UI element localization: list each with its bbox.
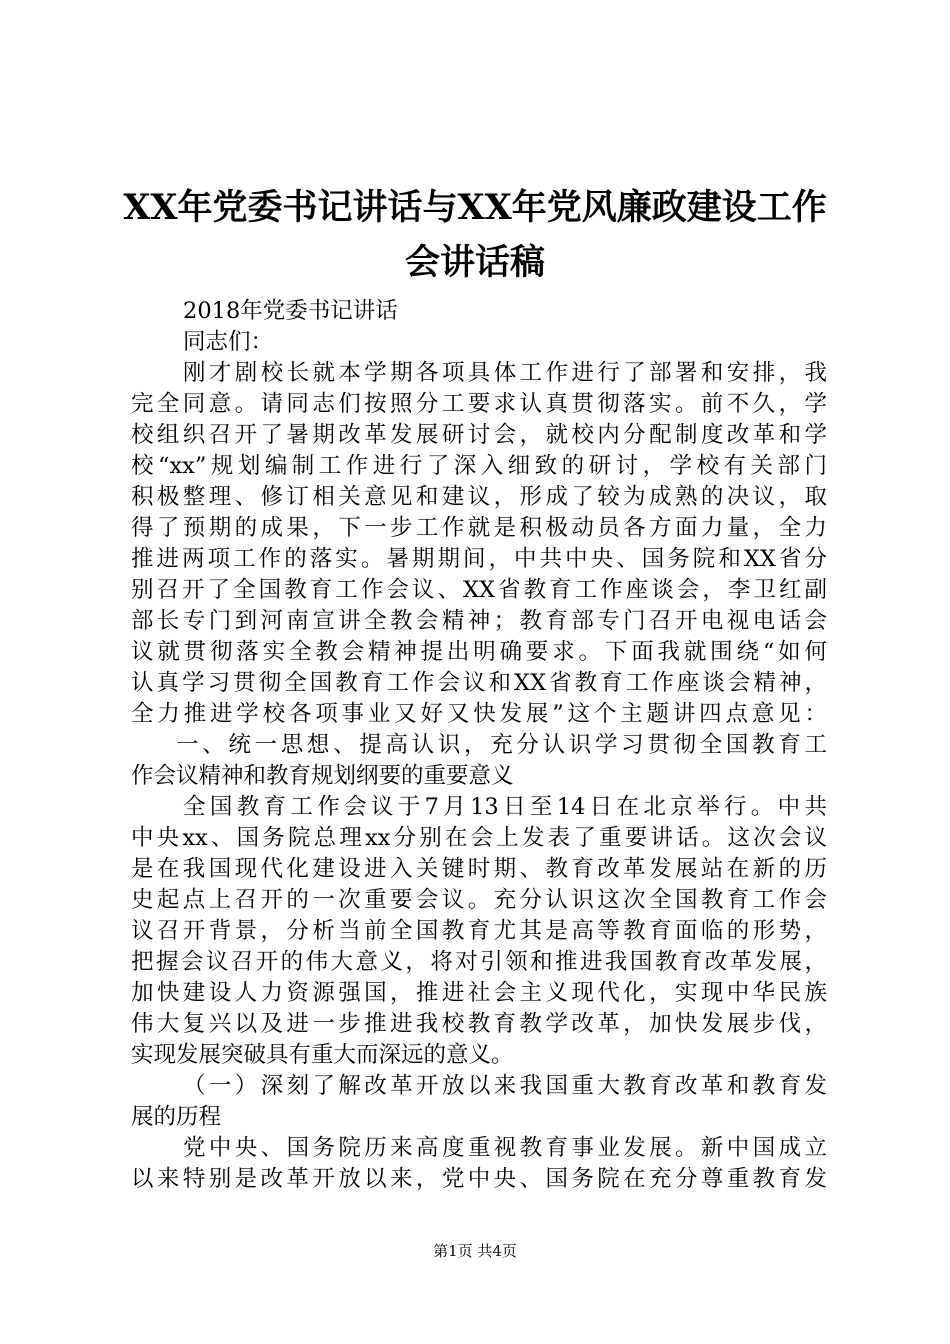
text-line: 展的历程 (131, 1104, 222, 1130)
text-line: 认真学习贯彻全国教育工作会议和XX省教育工作座谈会精神， (131, 670, 827, 696)
text-line: （一）深刻了解改革开放以来我国重大教育改革和教育发 (183, 1073, 827, 1099)
text-line: 完全同意。请同志们按照分工要求认真贯彻落实。前不久，学 (131, 391, 827, 417)
text-line: 同志们： (183, 329, 274, 355)
text-line: 伟大复兴以及进一步推进我校教育教学改革，加快发展步伐， (131, 1011, 827, 1037)
text-line: 议就贯彻落实全教会精神提出明确要求。下面我就围绕“如何 (131, 639, 827, 665)
text-line: 党中央、国务院历来高度重视教育事业发展。新中国成立 (183, 1135, 827, 1161)
page-footer: 第1页 共4页 (433, 1242, 517, 1260)
text-line: 校“xx”规划编制工作进行了深入细致的研讨，学校有关部门 (131, 453, 827, 479)
document-title-line-1: XX年党委书记讲话与XX年党风廉政建设工作 (123, 187, 827, 228)
text-line: 作会议精神和教育规划纲要的重要意义 (131, 763, 514, 789)
text-line: 积极整理、修订相关意见和建议，形成了较为成熟的决议，取 (131, 484, 827, 510)
document-title-line-2: 会讲话稿 (404, 242, 545, 283)
text-line: 别召开了全国教育工作会议、XX省教育工作座谈会，李卫红副 (131, 577, 827, 603)
text-line: 中央xx、国务院总理xx分别在会上发表了重要讲话。这次会议 (131, 825, 827, 851)
text-line: 实现发展突破具有重大而深远的意义。 (131, 1042, 514, 1068)
text-line: 把握会议召开的伟大意义，将对引领和推进我国教育改革发展， (131, 949, 827, 975)
text-line: 2018年党委书记讲话 (183, 298, 398, 324)
text-line: 校组织召开了暑期改革发展研讨会，就校内分配制度改革和学 (131, 422, 827, 448)
text-line: 以来特别是改革开放以来，党中央、国务院在充分尊重教育发 (131, 1166, 827, 1192)
text-line: 议召开背景，分析当前全国教育尤其是高等教育面临的形势， (131, 918, 827, 944)
text-line: 一、统一思想、提高认识，充分认识学习贯彻全国教育工 (176, 732, 827, 758)
text-line: 全国教育工作会议于7月13日至14日在北京举行。中共 (183, 794, 827, 820)
text-line: 全力推进学校各项事业又好又快发展”这个主题讲四点意见： (131, 701, 827, 727)
text-line: 是在我国现代化建设进入关键时期、教育改革发展站在新的历 (131, 856, 827, 882)
text-line: 刚才剧校长就本学期各项具体工作进行了部署和安排，我 (183, 360, 827, 386)
text-line: 史起点上召开的一次重要会议。充分认识这次全国教育工作会 (131, 887, 827, 913)
text-line: 推进两项工作的落实。暑期期间，中共中央、国务院和XX省分 (131, 546, 827, 572)
text-line: 加快建设人力资源强国，推进社会主义现代化，实现中华民族 (131, 980, 827, 1006)
document-body (131, 296, 827, 1195)
text-line: 得了预期的成果，下一步工作就是积极动员各方面力量，全力 (131, 515, 827, 541)
text-line: 部长专门到河南宣讲全教会精神；教育部专门召开电视电话会 (131, 608, 827, 634)
